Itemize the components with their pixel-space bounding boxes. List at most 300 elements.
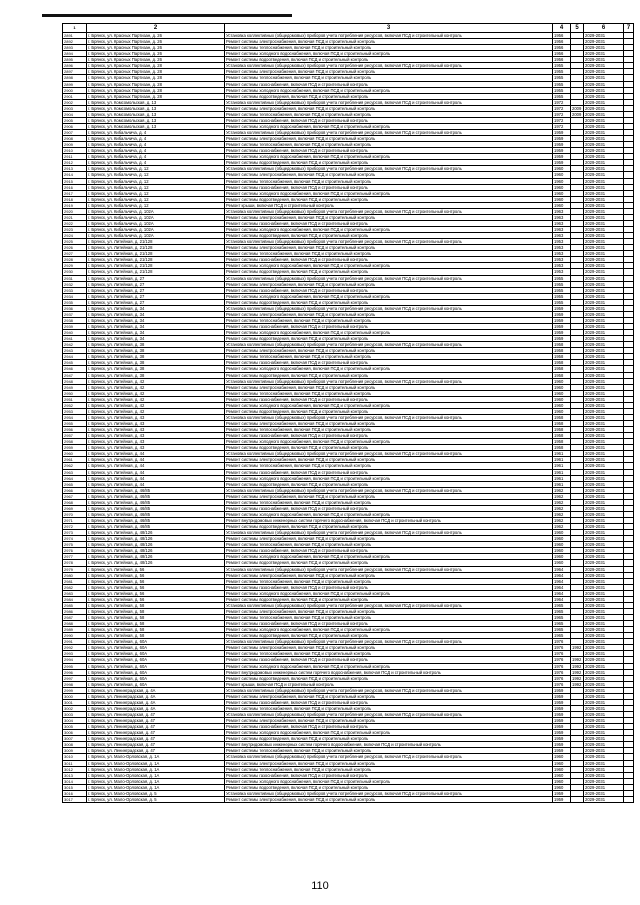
address-cell: г. Брянск, ул. Ленинградская, д. 47 [87,730,225,736]
col-5-header: 5 [571,24,584,33]
row-number-cell: 2893 [63,45,87,51]
work-type-cell: Ремонт системы теплоснабжения, включая ПСД и строительный контроль [225,427,553,433]
row-number-cell: 2932 [63,281,87,287]
work-type-cell: Ремонт системы холодного водоснабжения, включая ПСД и строительный контроль [225,190,553,196]
row-number-cell: 2934 [63,293,87,299]
work-type-cell: Ремонт системы холодного водоснабжения, включая ПСД и строительный контроль [225,87,553,93]
address-cell: г. Брянск, ул. Литейная, д. 43 [87,439,225,445]
row-number-cell: 2905 [63,117,87,123]
work-type-cell: Ремонт системы теплоснабжения, включая ПСД и строительный контроль [225,542,553,548]
work-type-cell: Установка коллективных (общедомовых) приборов учета потребления ресурсов, включая ПСД и строительный контроль [225,639,553,645]
work-type-cell: Ремонт системы газоснабжения, включая ПСД и строительный контроль [225,324,553,330]
row-number-cell: 3016 [63,790,87,796]
year-built-cell: 1958 [553,342,571,348]
planned-period-cell: 2029-2031 [584,615,624,621]
address-cell: г. Брянск, ул. Кибальчича, д. 102А [87,220,225,226]
address-cell: г. Брянск, ул. Литейная, д. 43 [87,427,225,433]
row-number-cell: 2909 [63,142,87,148]
planned-period-cell: 2029-2031 [584,69,624,75]
year-built-cell: 1959 [553,796,571,802]
year-built-cell: 1959 [553,305,571,311]
row-number-cell: 3009 [63,748,87,754]
address-cell: г. Брянск, ул. Литейная, д. 60А [87,651,225,657]
address-cell: г. Брянск, ул. Литейная, д. 21/128 [87,269,225,275]
year-built-cell: 1972 [553,99,571,105]
year-built-cell: 1953 [553,251,571,257]
planned-period-cell: 2029-2031 [584,518,624,524]
works-schedule-table [62,23,634,803]
work-type-cell: Ремонт системы теплоснабжения, включая ПСД и строительный контроль [225,111,553,117]
address-cell: г. Брянск, ул. Литейная, д. 27 [87,299,225,305]
row-number-cell: 2984 [63,596,87,602]
row-number-cell: 2980 [63,572,87,578]
planned-period-cell: 2029-2031 [584,699,624,705]
row-number-cell: 2948 [63,378,87,384]
year-built-cell: 1961 [553,463,571,469]
row-number-cell: 2896 [63,63,87,69]
year-built-cell: 1960 [553,384,571,390]
year-built-cell: 1964 [553,596,571,602]
address-cell: г. Брянск, ул. Литейная, д. 44 [87,463,225,469]
work-type-cell: Ремонт системы водоотведения, включая ПСД и строительный контроль [225,372,553,378]
year-built-cell: 1960 [553,178,571,184]
row-number-cell: 2915 [63,178,87,184]
work-type-cell: Ремонт системы холодного водоснабжения, включая ПСД и строительный контроль [225,590,553,596]
address-cell: г. Брянск, ул. Литейная, д. 43 [87,433,225,439]
planned-period-cell: 2029-2031 [584,463,624,469]
address-cell: г. Брянск, ул. Литейная, д. 60А [87,669,225,675]
work-type-cell: Ремонт системы газоснабжения, включая ПСД и строительный контроль [225,360,553,366]
address-cell: г. Брянск, ул. Кибальчича, д. 12 [87,178,225,184]
address-cell: г. Брянск, ул. Красных Партизан, д. 26 [87,33,225,39]
work-type-cell: Ремонт системы теплоснабжения, включая ПСД и строительный контроль [225,748,553,754]
year-built-cell: 1958 [553,414,571,420]
year-built-cell: 1959 [553,142,571,148]
address-cell: г. Брянск, ул. Красных Партизан, д. 26 [87,51,225,57]
work-type-cell: Установка коллективных (общедомовых) приборов учета потребления ресурсов, включая ПСД и строительный контроль [225,687,553,693]
year-built-cell: 1959 [553,336,571,342]
planned-period-cell: 2029-2031 [584,505,624,511]
row-number-cell: 2982 [63,584,87,590]
col-6-header: 6 [584,24,624,33]
row-number-cell: 2963 [63,469,87,475]
planned-period-cell: 2029-2031 [584,493,624,499]
planned-period-cell: 2029-2031 [584,760,624,766]
planned-period-cell: 2029-2031 [584,275,624,281]
year-built-cell: 1960 [553,766,571,772]
address-cell: г. Брянск, ул. Литейная, д. 34 [87,311,225,317]
work-type-cell: Ремонт внутридомовых инженерных систем горячего водоснабжения, включая ПСД и строительный контроль [225,669,553,675]
row-number-cell: 2951 [63,396,87,402]
row-number-cell: 2910 [63,148,87,154]
row-number-cell: 2938 [63,317,87,323]
work-type-cell: Ремонт системы водоотведения, включая ПСД и строительный контроль [225,445,553,451]
year-built-cell: 1960 [553,530,571,536]
year-renovated-cell: 1992 [571,669,584,675]
row-number-cell: 2917 [63,190,87,196]
address-cell: г. Брянск, ул. Литейная, д. 34 [87,305,225,311]
planned-period-cell: 2029-2031 [584,378,624,384]
work-type-cell: Ремонт системы газоснабжения, включая ПСД и строительный контроль [225,699,553,705]
address-cell: г. Брянск, ул. Литейная, д. 56 [87,596,225,602]
address-cell: г. Брянск, ул. Литейная, д. 38 [87,366,225,372]
row-number-cell: 3015 [63,784,87,790]
work-type-cell: Установка коллективных (общедомовых) приборов учета потребления ресурсов, включая ПСД и строительный контроль [225,712,553,718]
address-cell: г. Брянск, ул. Кибальчича, д. 102А [87,233,225,239]
address-cell: г. Брянск, ул. Литейная, д. 60А [87,663,225,669]
address-cell: г. Брянск, ул. Ленинградская, д. 47 [87,742,225,748]
year-built-cell: 1963 [553,214,571,220]
planned-period-cell: 2029-2031 [584,354,624,360]
planned-period-cell: 2029-2031 [584,687,624,693]
year-built-cell: 1959 [553,699,571,705]
address-cell: г. Брянск, ул. Литейная, д. 27 [87,281,225,287]
address-cell: г. Брянск, ул. Литейная, д. 56 [87,566,225,572]
year-built-cell: 1965 [553,621,571,627]
row-number-cell: 2986 [63,608,87,614]
address-cell: г. Брянск, ул. Ленинградская, д. 4А [87,705,225,711]
address-cell: г. Брянск, ул. Красных Партизан, д. 28 [87,63,225,69]
planned-period-cell: 2029-2031 [584,790,624,796]
year-built-cell: 1960 [553,754,571,760]
work-type-cell: Ремонт системы холодного водоснабжения, включая ПСД и строительный контроль [225,123,553,129]
work-type-cell: Ремонт системы холодного водоснабжения, включая ПСД и строительный контроль [225,511,553,517]
year-built-cell: 1976 [553,663,571,669]
planned-period-cell: 2029-2031 [584,172,624,178]
work-type-cell: Ремонт системы электроснабжения, включая ПСД и строительный контроль [225,493,553,499]
address-cell: г. Брянск, ул. Литейная, д. 56 [87,590,225,596]
year-built-cell: 1976 [553,681,571,687]
row-number-cell: 2966 [63,487,87,493]
work-type-cell: Ремонт системы водоотведения, включая ПСД и строительный контроль [225,560,553,566]
row-number-cell: 2974 [63,536,87,542]
address-cell: г. Брянск, ул. Ленинградская, д. 47 [87,712,225,718]
address-cell: г. Брянск, ул. Литейная, д. 56 [87,578,225,584]
year-built-cell: 1956 [553,39,571,45]
work-type-cell: Ремонт системы водоотведения, включая ПСД и строительный контроль [225,160,553,166]
row-number-cell: 3001 [63,699,87,705]
work-type-cell: Ремонт системы газоснабжения, включая ПСД и строительный контроль [225,505,553,511]
work-type-cell: Ремонт крыши, включая ПСД и строительный контроль [225,681,553,687]
year-built-cell: 1960 [553,402,571,408]
row-number-cell: 2962 [63,463,87,469]
address-cell: г. Брянск, ул. Литейная, д. 60А [87,657,225,663]
work-type-cell: Ремонт системы теплоснабжения, включая ПСД и строительный контроль [225,45,553,51]
year-built-cell: 1960 [553,542,571,548]
year-renovated-cell [571,796,584,802]
year-renovated-cell: 1992 [571,657,584,663]
row-number-cell: 2976 [63,548,87,554]
year-built-cell: 1959 [553,790,571,796]
work-type-cell: Ремонт системы холодного водоснабжения, включая ПСД и строительный контроль [225,293,553,299]
planned-period-cell: 2029-2031 [584,93,624,99]
address-cell: г. Брянск, ул. Литейная, д. 60А [87,645,225,651]
planned-period-cell: 2029-2031 [584,784,624,790]
address-cell: г. Брянск, ул. Ленинградская, д. 47 [87,718,225,724]
address-cell: г. Брянск, ул. Литейная, д. 56 [87,572,225,578]
row-number-cell: 2949 [63,384,87,390]
planned-period-cell: 2029-2031 [584,511,624,517]
work-type-cell: Ремонт системы электроснабжения, включая ПСД и строительный контроль [225,693,553,699]
year-built-cell: 1962 [553,505,571,511]
year-built-cell: 1961 [553,469,571,475]
work-type-cell: Ремонт системы электроснабжения, включая ПСД и строительный контроль [225,796,553,802]
planned-period-cell: 2029-2031 [584,51,624,57]
year-built-cell: 1972 [553,123,571,129]
planned-period-cell: 2029-2031 [584,590,624,596]
address-cell: г. Брянск, ул. Мало-Орловская, д. 1А [87,778,225,784]
row-number-cell: 2941 [63,336,87,342]
work-type-cell: Ремонт системы газоснабжения, включая ПСД и строительный контроль [225,81,553,87]
work-type-cell: Ремонт системы теплоснабжения, включая ПСД и строительный контроль [225,317,553,323]
work-type-cell: Ремонт системы водоотведения, включая ПСД и строительный контроль [225,299,553,305]
work-type-cell: Ремонт системы теплоснабжения, включая ПСД и строительный контроль [225,251,553,257]
row-number-cell: 2908 [63,136,87,142]
address-cell: г. Брянск, ул. Ленинградская, д. 47 [87,748,225,754]
address-cell: г. Брянск, ул. Литейная, д. 58 [87,633,225,639]
work-type-cell: Ремонт системы электроснабжения, включая ПСД и строительный контроль [225,384,553,390]
year-built-cell: 1965 [553,627,571,633]
work-type-cell: Ремонт системы газоснабжения, включая ПСД и строительный контроль [225,772,553,778]
work-type-cell: Ремонт системы электроснабжения, включая ПСД и строительный контроль [225,172,553,178]
year-built-cell: 1958 [553,421,571,427]
work-type-cell: Ремонт системы газоснабжения, включая ПСД и строительный контроль [225,184,553,190]
work-type-cell: Ремонт системы газоснабжения, включая ПСД и строительный контроль [225,469,553,475]
year-renovated-cell: 1992 [571,681,584,687]
address-cell: г. Брянск, ул. Литейная, д. 58 [87,615,225,621]
work-type-cell: Установка коллективных (общедомовых) приборов учета потребления ресурсов, включая ПСД и строительный контроль [225,451,553,457]
planned-period-cell: 2029-2031 [584,130,624,136]
year-built-cell: 1960 [553,184,571,190]
planned-period-cell: 2029-2031 [584,396,624,402]
planned-period-cell: 2029-2031 [584,481,624,487]
planned-period-cell: 2029-2031 [584,621,624,627]
work-type-cell: Ремонт системы теплоснабжения, включая ПСД и строительный контроль [225,75,553,81]
year-built-cell: 1953 [553,263,571,269]
address-cell: г. Брянск, ул. Литейная, д. 44 [87,481,225,487]
planned-period-cell: 2029-2031 [584,160,624,166]
row-number-cell: 2903 [63,105,87,111]
planned-period-cell: 2029-2031 [584,530,624,536]
row-number-cell: 2922 [63,220,87,226]
year-built-cell: 1961 [553,457,571,463]
row-number-cell: 2967 [63,493,87,499]
address-cell: г. Брянск, ул. Литейная, д. 21/128 [87,239,225,245]
year-built-cell: 1955 [553,69,571,75]
work-type-cell: Ремонт системы электроснабжения, включая ПСД и строительный контроль [225,105,553,111]
work-type-cell: Ремонт системы газоснабжения, включая ПСД и строительный контроль [225,548,553,554]
year-built-cell: 1960 [553,772,571,778]
planned-period-cell: 2029-2031 [584,536,624,542]
row-number-cell: 2968 [63,499,87,505]
row-number-cell: 2958 [63,439,87,445]
row-number-cell: 2940 [63,330,87,336]
table-body [63,33,634,803]
row-number-cell: 2979 [63,566,87,572]
work-type-cell: Ремонт системы газоснабжения, включая ПСД и строительный контроль [225,657,553,663]
work-type-cell: Ремонт системы водоотведения, включая ПСД и строительный контроль [225,233,553,239]
planned-period-cell: 2029-2031 [584,45,624,51]
work-type-cell: Ремонт системы теплоснабжения, включая ПСД и строительный контроль [225,463,553,469]
year-built-cell: 1958 [553,354,571,360]
year-built-cell: 1953 [553,269,571,275]
address-cell: г. Брянск, ул. Литейная, д. 42 [87,384,225,390]
planned-period-cell: 2029-2031 [584,81,624,87]
row-number-cell: 2929 [63,263,87,269]
year-renovated-cell: 1992 [571,645,584,651]
planned-period-cell: 2029-2031 [584,499,624,505]
year-built-cell: 1955 [553,75,571,81]
planned-period-cell: 2029-2031 [584,87,624,93]
planned-period-cell: 2029-2031 [584,305,624,311]
year-built-cell: 1960 [553,196,571,202]
address-cell: г. Брянск, ул. Литейная, д. 48/126 [87,554,225,560]
address-cell: г. Брянск, ул. Литейная, д. 27 [87,293,225,299]
year-built-cell: 1959 [553,154,571,160]
row-number-cell: 2913 [63,166,87,172]
planned-period-cell: 2029-2031 [584,730,624,736]
col-2-header: 2 [87,24,225,33]
row-number-cell: 2957 [63,433,87,439]
year-built-cell: 1964 [553,584,571,590]
year-built-cell: 1959 [553,317,571,323]
work-type-cell: Ремонт системы электроснабжения, включая ПСД и строительный контроль [225,645,553,651]
address-cell: г. Брянск, ул. Литейная, д. 42 [87,390,225,396]
work-type-cell: Ремонт системы холодного водоснабжения, включая ПСД и строительный контроль [225,439,553,445]
planned-period-cell: 2029-2031 [584,202,624,208]
row-number-cell: 2975 [63,542,87,548]
table-header-row [63,24,634,33]
work-type-cell: Установка коллективных (общедомовых) приборов учета потребления ресурсов, включая ПСД и строительный контроль [225,754,553,760]
year-built-cell: 1959 [553,742,571,748]
row-number-cell: 2960 [63,451,87,457]
work-type-cell: Установка коллективных (общедомовых) приборов учета потребления ресурсов, включая ПСД и строительный контроль [225,566,553,572]
address-cell: г. Брянск, ул. Ленинградская, д. 47 [87,736,225,742]
planned-period-cell: 2029-2031 [584,718,624,724]
work-type-cell: Ремонт системы электроснабжения, включая ПСД и строительный контроль [225,572,553,578]
address-cell: г. Брянск, ул. Литейная, д. 21/128 [87,263,225,269]
year-built-cell: 1955 [553,275,571,281]
row-number-cell: 3007 [63,736,87,742]
year-built-cell: 1959 [553,748,571,754]
address-cell: г. Брянск, ул. Литейная, д. 38 [87,342,225,348]
work-type-cell: Ремонт системы электроснабжения, включая ПСД и строительный контроль [225,348,553,354]
year-built-cell: 1972 [553,111,571,117]
row-number-cell: 2998 [63,681,87,687]
row-number-cell: 3003 [63,712,87,718]
work-type-cell: Установка коллективных (общедомовых) приборов учета потребления ресурсов, включая ПСД и строительный контроль [225,239,553,245]
row-number-cell: 2944 [63,354,87,360]
work-type-cell: Ремонт системы водоотведения, включая ПСД и строительный контроль [225,269,553,275]
row-number-cell: 3017 [63,796,87,802]
year-built-cell: 1965 [553,633,571,639]
planned-period-cell: 2029-2031 [584,633,624,639]
address-cell: г. Брянск, ул. Ленинградская, д. 4А [87,693,225,699]
address-cell: г. Брянск, ул. Литейная, д. 48/126 [87,548,225,554]
row-number-cell: 2978 [63,560,87,566]
year-built-cell: 1963 [553,220,571,226]
planned-period-cell: 2029-2031 [584,596,624,602]
row-number-cell: 2920 [63,208,87,214]
planned-period-cell: 2029-2031 [584,220,624,226]
work-type-cell: Ремонт системы теплоснабжения, включая ПСД и строительный контроль [225,766,553,772]
address-cell: г. Брянск, ул. Литейная, д. 38 [87,354,225,360]
row-number-cell: 2931 [63,275,87,281]
work-type-cell: Ремонт системы холодного водоснабжения, включая ПСД и строительный контроль [225,402,553,408]
row-number-cell: 2925 [63,239,87,245]
row-number-cell: 3013 [63,772,87,778]
planned-period-cell: 2029-2031 [584,421,624,427]
planned-period-cell: 2029-2031 [584,778,624,784]
address-cell: г. Брянск, ул. Литейная, д. 34 [87,336,225,342]
year-built-cell: 1960 [553,778,571,784]
work-type-cell: Ремонт системы водоотведения, включая ПСД и строительный контроль [225,596,553,602]
address-cell: г. Брянск, ул. Литейная, д. 38 [87,348,225,354]
row-number-cell: 2996 [63,669,87,675]
year-built-cell: 1959 [553,730,571,736]
year-built-cell: 1958 [553,366,571,372]
address-cell: г. Брянск, ул. Ленинградская, д. 4А [87,687,225,693]
year-built-cell: 1964 [553,566,571,572]
work-type-cell: Ремонт системы теплоснабжения, включая ПСД и строительный контроль [225,651,553,657]
work-type-cell: Ремонт системы водоотведения, включая ПСД и строительный контроль [225,736,553,742]
planned-period-cell: 2029-2031 [584,433,624,439]
planned-period-cell: 2029-2031 [584,245,624,251]
year-built-cell: 1961 [553,475,571,481]
row-number-cell: 2897 [63,69,87,75]
year-built-cell: 1960 [553,408,571,414]
address-cell: г. Брянск, ул. Мало-Орловская, д. 1А [87,760,225,766]
address-cell: г. Брянск, ул. Литейная, д. 56 [87,584,225,590]
year-renovated-cell: 1992 [571,663,584,669]
work-type-cell: Ремонт системы газоснабжения, включая ПСД и строительный контроль [225,287,553,293]
address-cell: г. Брянск, ул. Красных Партизан, д. 28 [87,93,225,99]
work-type-cell: Ремонт системы газоснабжения, включая ПСД и строительный контроль [225,621,553,627]
row-number-cell: 2999 [63,687,87,693]
year-built-cell: 1960 [553,172,571,178]
address-cell: г. Брянск, ул. Кибальчича, д. 4 [87,136,225,142]
row-number-cell: 2926 [63,245,87,251]
year-built-cell: 1959 [553,718,571,724]
planned-period-cell: 2029-2031 [584,154,624,160]
work-type-cell: Ремонт системы холодного водоснабжения, включая ПСД и строительный контроль [225,730,553,736]
work-type-cell: Установка коллективных (общедомовых) приборов учета потребления ресурсов, включая ПСД и строительный контроль [225,487,553,493]
year-built-cell: 1976 [553,657,571,663]
year-built-cell: 1962 [553,499,571,505]
row-number-cell: 2965 [63,481,87,487]
row-number-cell: 2904 [63,111,87,117]
work-type-cell: Ремонт внутридомовых инженерных систем горячего водоснабжения, включая ПСД и строительный контроль [225,742,553,748]
work-type-cell: Ремонт системы водоотведения, включая ПСД и строительный контроль [225,784,553,790]
year-built-cell: 1962 [553,511,571,517]
work-type-cell: Ремонт системы электроснабжения, включая ПСД и строительный контроль [225,245,553,251]
address-cell: г. Брянск, ул. Кибальчича, д. 12 [87,184,225,190]
address-cell: г. Брянск, ул. Мало-Орловская, д. 1А [87,784,225,790]
row-number-cell: 2911 [63,154,87,160]
planned-period-cell: 2029-2031 [584,736,624,742]
row-number-cell: 2901 [63,93,87,99]
year-built-cell: 1958 [553,433,571,439]
row-number-cell: 3006 [63,730,87,736]
row-number-cell: 2973 [63,530,87,536]
row-number-cell: 3014 [63,778,87,784]
year-built-cell: 1953 [553,257,571,263]
work-type-cell: Установка коллективных (общедомовых) приборов учета потребления ресурсов, включая ПСД и строительный контроль [225,530,553,536]
year-built-cell: 1962 [553,493,571,499]
planned-period-cell: 2029-2031 [584,384,624,390]
year-built-cell: 1959 [553,324,571,330]
address-cell: г. Брянск, ул. Мало-Орловская, д. 1А [87,766,225,772]
